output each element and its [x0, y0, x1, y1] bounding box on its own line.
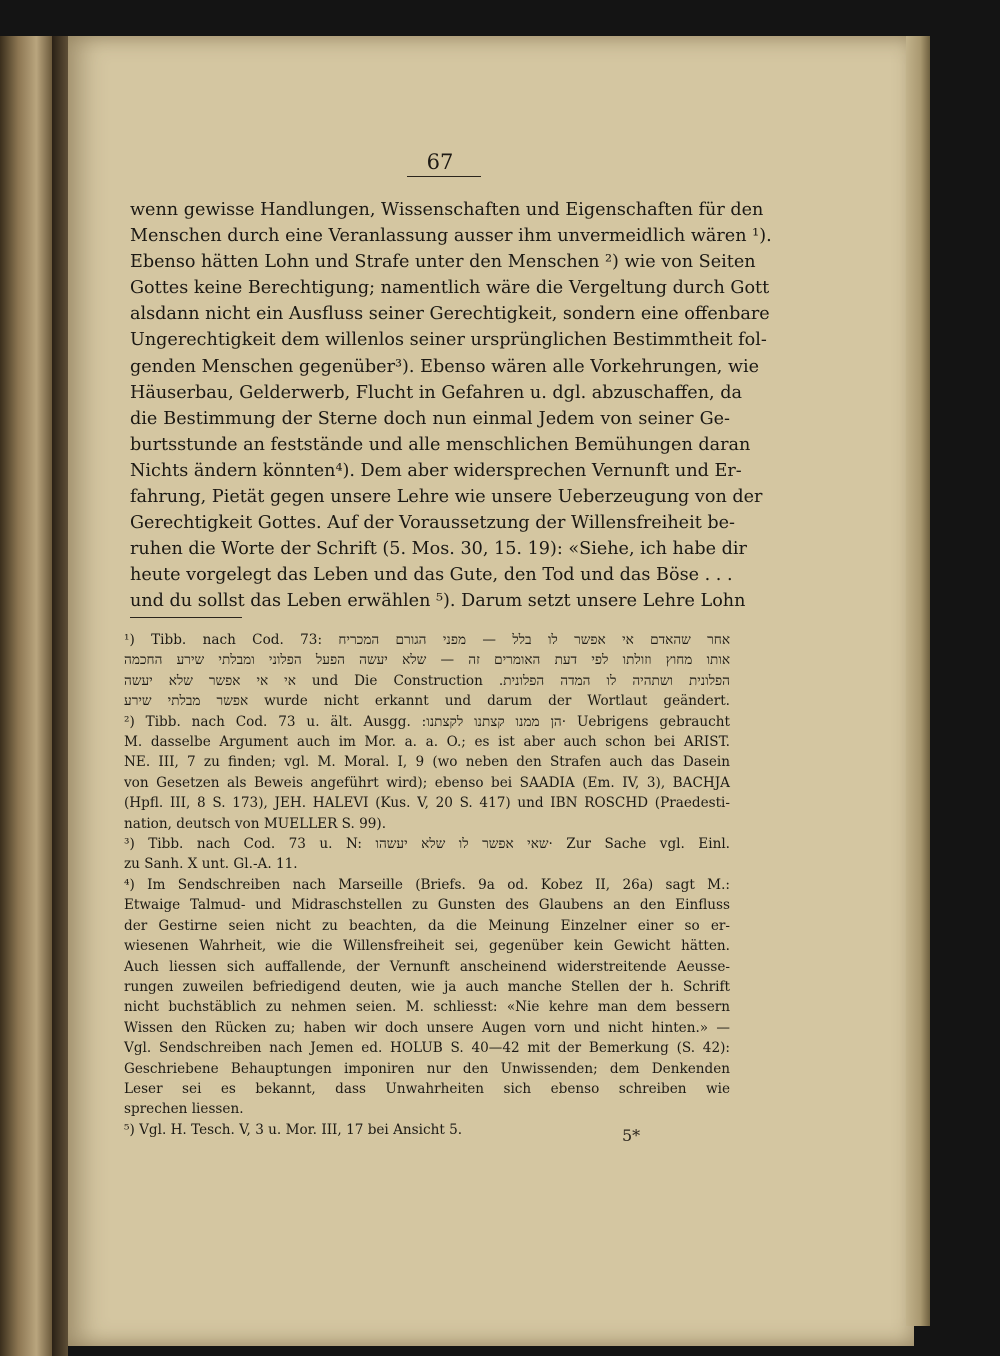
- footnote-line: (Hpfl. III, 8 S. 173), JEH. HALEVI (Kus. V, 20 S. 417) und IBN ROSCHD (Praedesti-: [124, 795, 730, 812]
- footnote-line: ⁵) Vgl. H. Tesch. V, 3 u. Mor. III, 17 bei Ansicht 5.: [124, 1121, 463, 1138]
- book-gutter: [52, 36, 68, 1356]
- body-line: burtsstunde an feststände und alle menschlichen Bemühungen daran: [130, 434, 751, 455]
- body-text: [130, 197, 772, 615]
- right-page-edge: [906, 36, 930, 1326]
- body-line: Nichts ändern könnten⁴). Dem aber widersprechen Vernunft und Er-: [130, 460, 742, 481]
- body-line: wenn gewisse Handlungen, Wissenschaften und Eigenschaften für den: [130, 200, 764, 220]
- body-line: heute vorgelegt das Leben und das Gute, den Tod und das Böse . . .: [130, 565, 733, 586]
- footnote-line: Geschriebene Behauptungen imponiren nur den Unwissenden; dem Denkenden: [124, 1060, 730, 1077]
- left-page-edge: [0, 36, 52, 1356]
- footnote-line: ²) Tibb. nach Cod. 73 u. ält. Ausgg. :הן ממנו קצתנו לקצתנו· Uebrigens gebraucht: [124, 713, 730, 730]
- footnote-line: ¹) Tibb. nach Cod. 73: אחר שהאדם אי אפשר לו בלל — מפני הגורם המכריח: [124, 632, 731, 648]
- footnote-line: nicht buchstäblich zu nehmen seien. M. schliesst: «Nie kehre man dem bessern: [124, 999, 730, 1016]
- body-line: ruhen die Worte der Schrift (5. Mos. 30, 15. 19): «Siehe, ich habe dir: [130, 539, 747, 560]
- footnote-line: אפשר מבלתי שירע wurde nicht erkannt und darum der Wortlaut geändert.: [124, 693, 730, 710]
- page-number: 67: [426, 150, 454, 174]
- footnote-line: Wissen den Rücken zu; haben wir doch unsere Augen vorn und nicht hinten.» —: [124, 1019, 730, 1036]
- body-line: die Bestimmung der Sterne doch nun einmal Jedem von seiner Ge-: [130, 408, 730, 429]
- body-line: alsdann nicht ein Ausfluss seiner Gerechtigkeit, sondern eine offenbare: [130, 304, 770, 325]
- footnote-line: ³) Tibb. nach Cod. 73 u. N: שאי אפשר לו שלא יעשהו· Zur Sache vgl. Einl.: [124, 836, 731, 853]
- footnote-line: sprechen liessen.: [124, 1101, 244, 1118]
- body-line: Gottes keine Berechtigung; namentlich wäre die Vergeltung durch Gott: [130, 278, 770, 299]
- footnote-line: der Gestirne seien nicht zu beachten, da die Meinung Einzelner einer so er-: [124, 917, 730, 934]
- signature-mark: 5*: [622, 1126, 641, 1145]
- footnote-line: אותו מחוץ וזולתו לפי דעת האומרים זה — שלא יעשה הפעל הפלוני ומבלתי שירע החכמה: [124, 652, 730, 669]
- body-line: Ebenso hätten Lohn und Strafe unter den Menschen ²) wie von Seiten: [130, 252, 756, 273]
- footnotes: [124, 630, 730, 1140]
- footnote-line: wiesenen Wahrheit, wie die Willensfreiheit sei, gegenüber kein Gewicht hätten.: [124, 938, 730, 955]
- body-line: und du sollst das Leben erwählen ⁵). Darum setzt unsere Lehre Lohn: [130, 591, 746, 612]
- footnote-line: Etwaige Talmud- und Midraschstellen zu Gunsten des Glaubens an den Einfluss: [124, 897, 730, 914]
- footnote-line: Vgl. Sendschreiben nach Jemen ed. HOLUB S. 40—42 mit der Bemerkung (S. 42):: [124, 1040, 730, 1057]
- body-line: Menschen durch eine Veranlassung ausser ihm unvermeidlich wären ¹).: [130, 226, 772, 247]
- page-number-rule: [407, 176, 481, 177]
- body-line: Ungerechtigkeit dem willenlos seiner ursprünglichen Bestimmtheit fol-: [130, 330, 767, 351]
- footnote-line: NE. III, 7 zu finden; vgl. M. Moral. I, 9 (wo neben den Strafen auch das Dasein: [124, 754, 730, 771]
- body-line: fahrung, Pietät gegen unsere Lehre wie unsere Ueberzeugung von der: [130, 487, 763, 508]
- footnote-line: rungen zuweilen befriedigend deuten, wie ja auch manche Stellen der h. Schrift: [124, 978, 730, 995]
- footnote-line: zu Sanh. X unt. Gl.-A. 11.: [124, 856, 298, 873]
- footnote-line: ⁴) Im Sendschreiben nach Marseille (Briefs. 9a od. Kobez II, 26a) sagt M.:: [124, 876, 730, 893]
- footnote-line: Leser sei es bekannt, dass Unwahrheiten sich ebenso schreiben wie: [124, 1080, 730, 1097]
- footnote-line: Auch liessen sich auffallende, der Vernunft anscheinend widerstreitende Aeusse-: [124, 958, 730, 975]
- footnote-line: אי אי אפשר שלא יעשה und Die Construction .הפלונית ושתהיה לו המדה הפלונית: [124, 672, 731, 689]
- body-line: Gerechtigkeit Gottes. Auf der Voraussetzung der Willensfreiheit be-: [130, 513, 735, 534]
- body-line: genden Menschen gegenüber³). Ebenso wären alle Vorkehrungen, wie: [130, 356, 760, 377]
- footnote-line: M. dasselbe Argument auch im Mor. a. a. O.; es ist aber auch schon bei ARIST.: [124, 734, 730, 751]
- footnote-rule: [130, 617, 242, 618]
- body-line: Häuserbau, Gelderwerb, Flucht in Gefahren u. dgl. abzuschaffen, da: [130, 382, 742, 403]
- footnote-line: von Gesetzen als Beweis angeführt wird); ebenso bei SAADIA (Em. IV, 3), BACHJA: [124, 774, 730, 791]
- footnote-line: nation, deutsch von MUELLER S. 99).: [124, 815, 387, 832]
